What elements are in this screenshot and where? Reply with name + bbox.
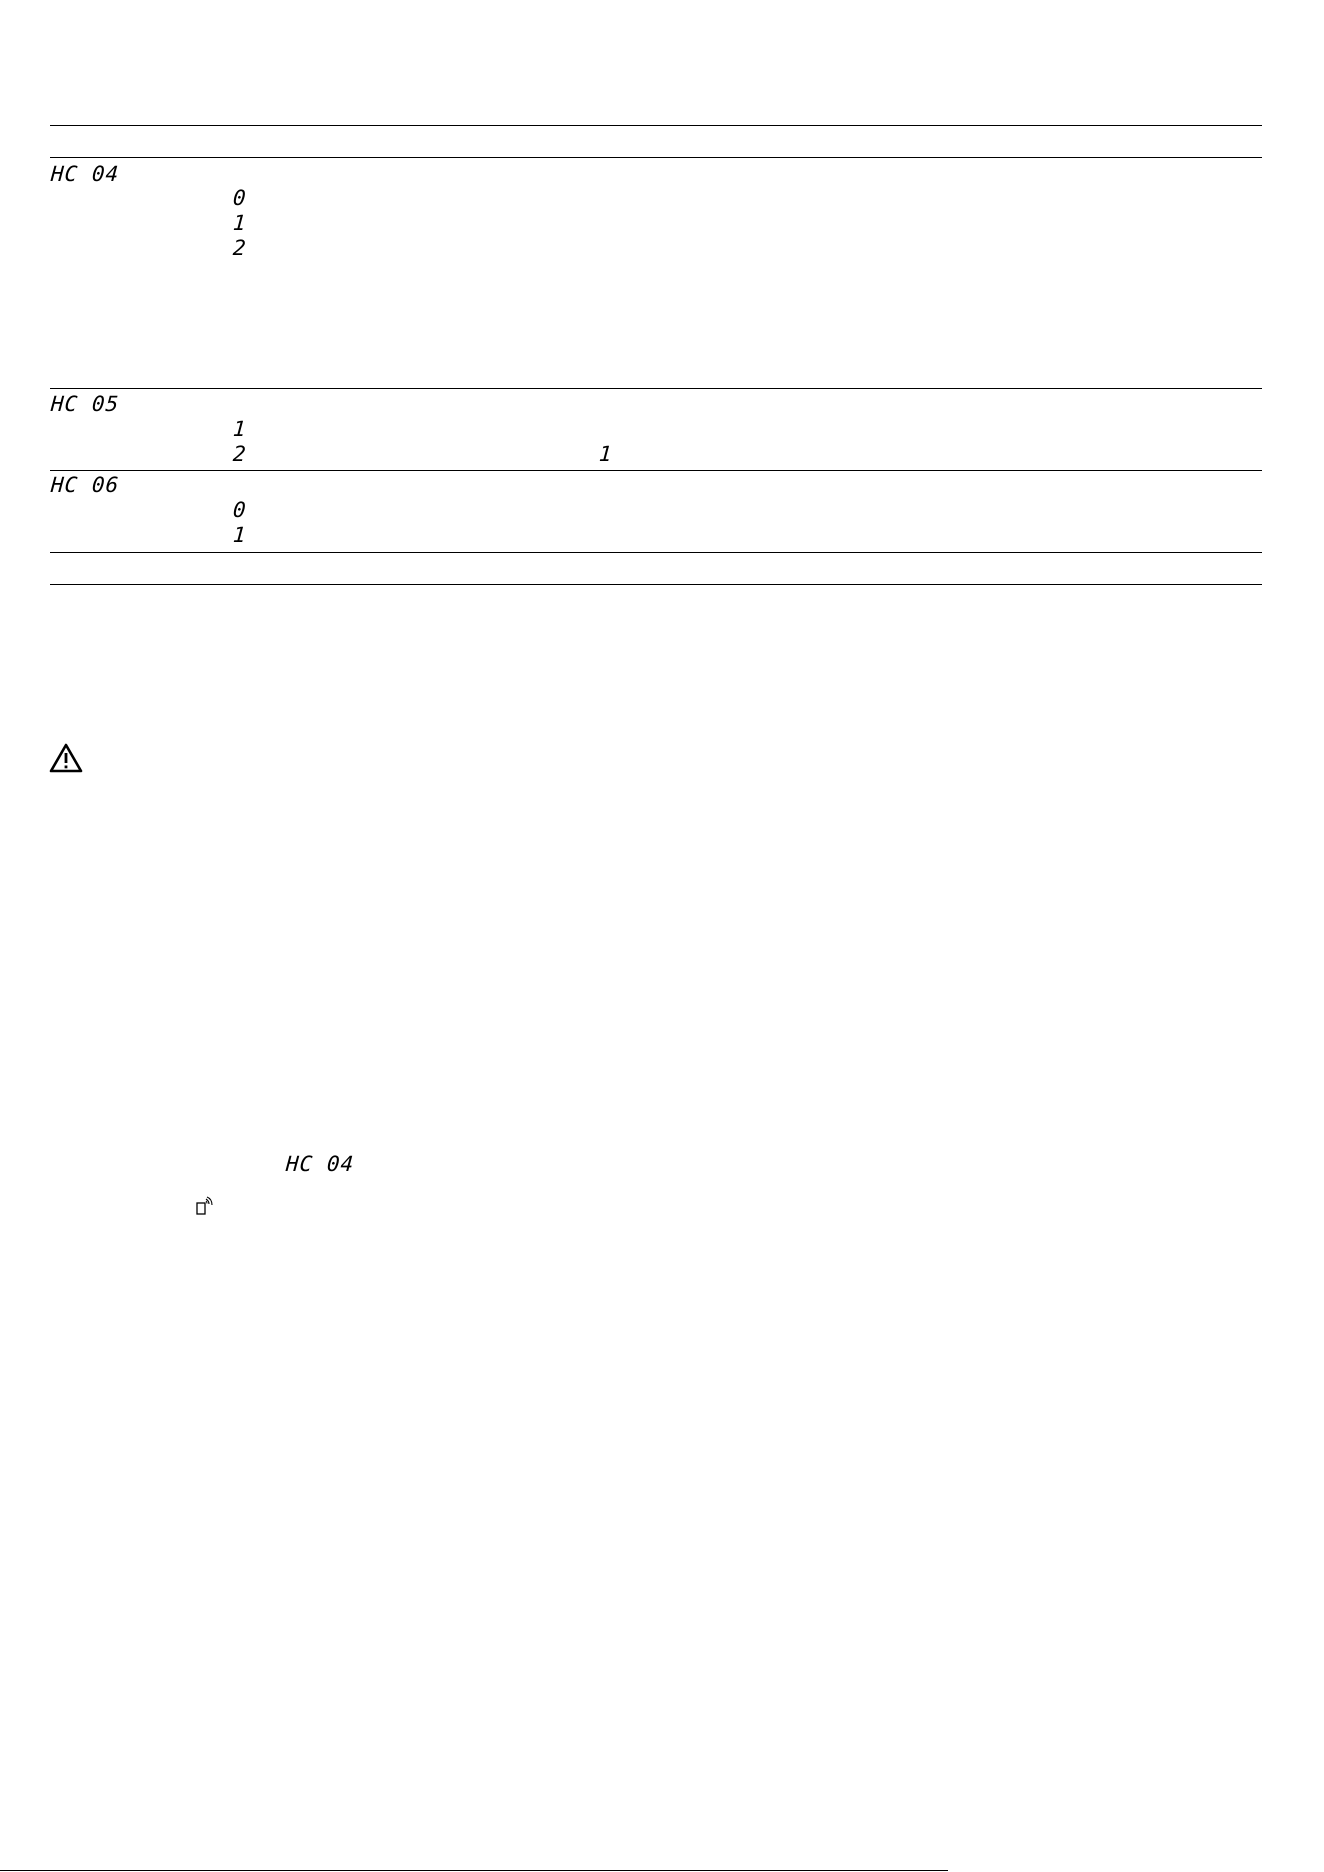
table-bottom-rule xyxy=(50,584,1262,585)
setting-value: 1 xyxy=(232,523,248,547)
warning-triangle-icon xyxy=(49,743,83,773)
page-footer-rule xyxy=(0,1870,948,1871)
setting-code-hc05: HC 05 xyxy=(50,392,121,416)
setting-value: 1 xyxy=(232,211,248,235)
setting-value: 0 xyxy=(232,498,248,522)
setting-value: 1 xyxy=(232,417,248,441)
setting-value: 2 xyxy=(232,442,248,466)
row-divider xyxy=(50,552,1262,553)
phone-signal-icon xyxy=(196,1196,214,1216)
table-top-rule xyxy=(50,125,1262,126)
row-divider xyxy=(50,388,1262,389)
setting-code-hc04: HC 04 xyxy=(50,162,121,186)
table-header-rule xyxy=(50,157,1262,158)
setting-value: 2 xyxy=(232,236,248,260)
row-divider xyxy=(50,470,1262,471)
inline-setting-code: HC 04 xyxy=(285,1152,356,1176)
setting-value: 0 xyxy=(232,186,248,210)
setting-value-inline: 1 xyxy=(598,442,614,466)
setting-code-hc06: HC 06 xyxy=(50,473,121,497)
